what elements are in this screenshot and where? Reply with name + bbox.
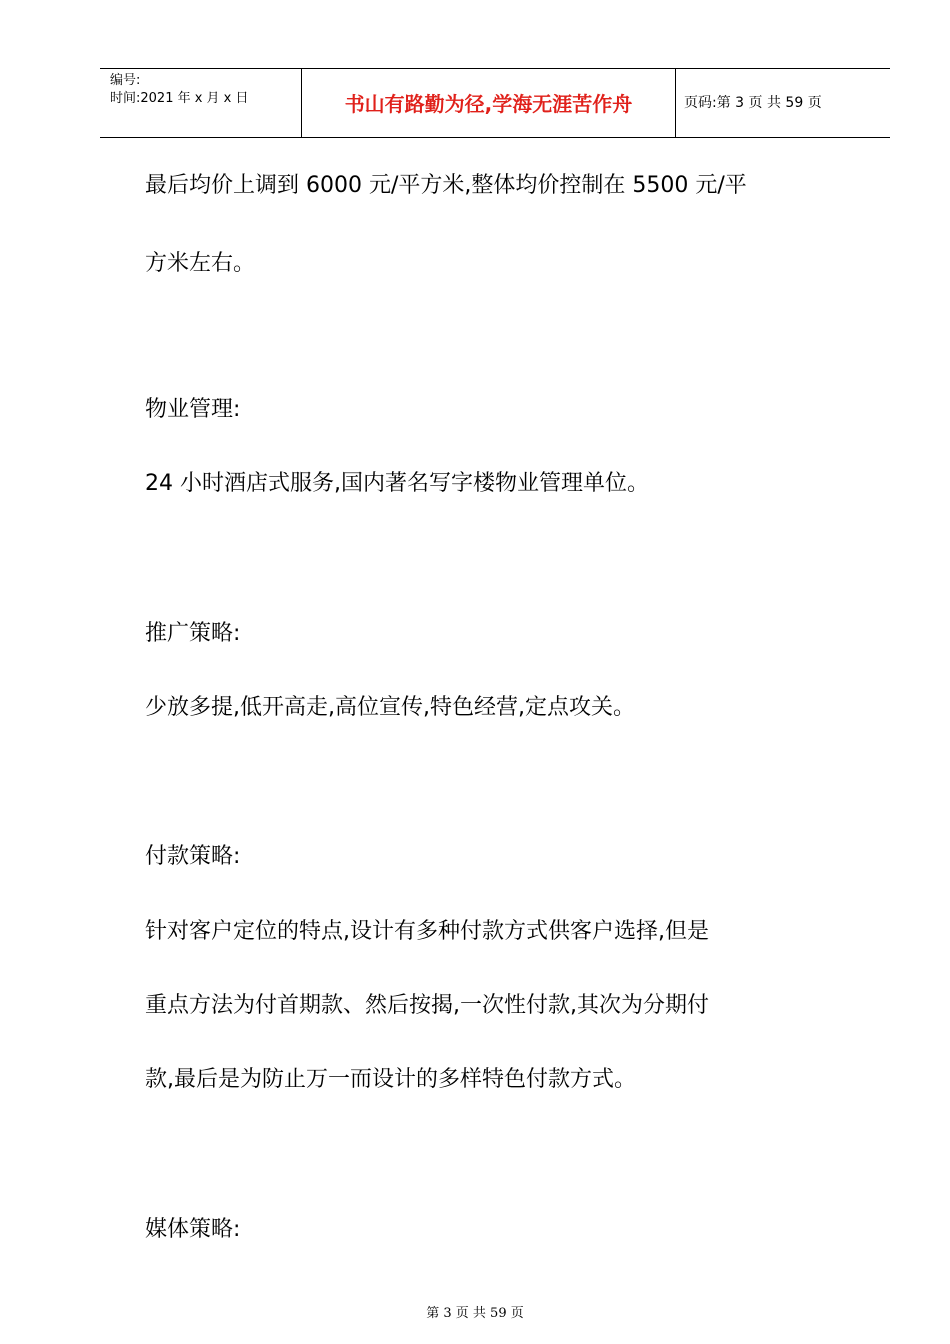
page-header: [100, 68, 890, 138]
body-paragraph-line: 针对客户定位的特点,设计有多种付款方式供客户选择,但是: [145, 919, 709, 944]
section-heading-payment-strategy: 付款策略:: [145, 844, 241, 869]
page-footer: 第 3 页 共 59 页: [426, 1306, 524, 1321]
header-meta-cell: [100, 69, 302, 137]
section-heading-promotion-strategy: 推广策略:: [145, 621, 241, 646]
header-motto-cell: [302, 69, 676, 137]
body-paragraph-line: 款,最后是为防止万一而设计的多样特色付款方式。: [145, 1067, 636, 1092]
header-motto: 书山有路勤为径,学海无涯苦作舟: [344, 92, 633, 116]
section-heading-media-strategy: 媒体策略:: [145, 1217, 241, 1242]
body-paragraph-line: 24 小时酒店式服务,国内著名写字楼物业管理单位。: [145, 471, 649, 496]
header-page-info: 页码:第 3 页 共 59 页: [684, 95, 822, 111]
body-paragraph-line: 少放多提,低开高走,高位宣传,特色经营,定点攻关。: [145, 695, 635, 720]
body-paragraph-line: 方米左右。: [145, 251, 256, 276]
document-number-label: 编号:: [110, 73, 141, 88]
section-heading-property-management: 物业管理:: [145, 397, 241, 422]
document-time-label: 时间:2021 年 x 月 x 日: [110, 91, 249, 106]
body-paragraph-line: 重点方法为付首期款、然后按揭,一次性付款,其次为分期付: [145, 993, 709, 1018]
header-page-cell: [676, 69, 890, 137]
body-paragraph-line: 最后均价上调到 6000 元/平方米,整体均价控制在 5500 元/平: [145, 173, 747, 198]
